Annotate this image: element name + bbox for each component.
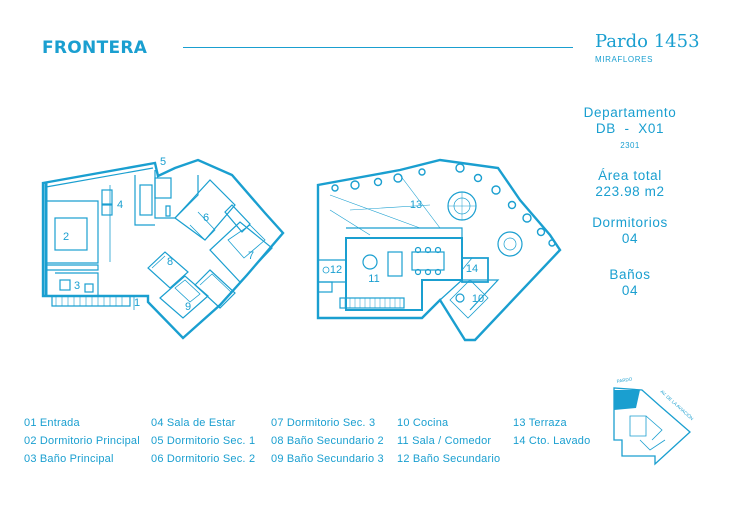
room-number-5: 5 (159, 156, 167, 168)
room-number-6: 6 (202, 212, 210, 224)
brand-logo: FRONTERA (42, 38, 148, 58)
area-label: Área total (598, 168, 662, 183)
legend-item: 04 Sala de Estar (151, 417, 236, 429)
unit-label: Departamento (583, 105, 677, 120)
legend-item: 03 Baño Principal (24, 453, 114, 465)
legend-item: 06 Dormitorio Sec. 2 (151, 453, 256, 465)
room-number-2: 2 (62, 231, 70, 243)
legend-item: 01 Entrada (24, 417, 80, 429)
legend-item: 08 Baño Secundario 2 (271, 435, 384, 447)
key-plan-street-1: PARDO (616, 376, 633, 384)
room-number-13: 13 (409, 199, 423, 211)
room-number-11: 11 (368, 273, 380, 285)
area-value: 223.98 m2 (595, 184, 665, 199)
room-number-14: 14 (465, 263, 479, 275)
legend-item: 09 Baño Secundario 3 (271, 453, 384, 465)
room-number-1: 1 (133, 297, 141, 309)
legend-item: 14 Cto. Lavado (513, 435, 591, 447)
legend-item: 13 Terraza (513, 417, 567, 429)
legend-item: 05 Dormitorio Sec. 1 (151, 435, 256, 447)
bathrooms-label: Baños (609, 267, 651, 282)
room-number-9: 9 (184, 301, 192, 313)
bedrooms-label: Dormitorios (592, 215, 668, 230)
unit-number: 2301 (620, 141, 640, 150)
bedrooms-value: 04 (621, 231, 639, 246)
room-number-8: 8 (166, 256, 174, 268)
room-number-10: 10 (471, 293, 485, 305)
unit-code: DB - X01 (595, 121, 665, 136)
room-number-7: 7 (247, 250, 255, 262)
bathrooms-value: 04 (621, 283, 639, 298)
room-number-3: 3 (73, 280, 81, 292)
legend-item: 11 Sala / Comedor (397, 435, 492, 447)
legend-item: 12 Baño Secundario (397, 453, 501, 465)
legend-item: 10 Cocina (397, 417, 449, 429)
room-number-12: 12 (329, 264, 343, 276)
room-number-4: 4 (116, 199, 124, 211)
project-name: Pardo 1453 (595, 31, 700, 52)
legend-item: 07 Dormitorio Sec. 3 (271, 417, 376, 429)
legend-item: 02 Dormitorio Principal (24, 435, 140, 447)
key-plan-street-2: AV. DE LA AVIACIÓN (659, 389, 695, 422)
project-district: MIRAFLORES (595, 55, 654, 64)
